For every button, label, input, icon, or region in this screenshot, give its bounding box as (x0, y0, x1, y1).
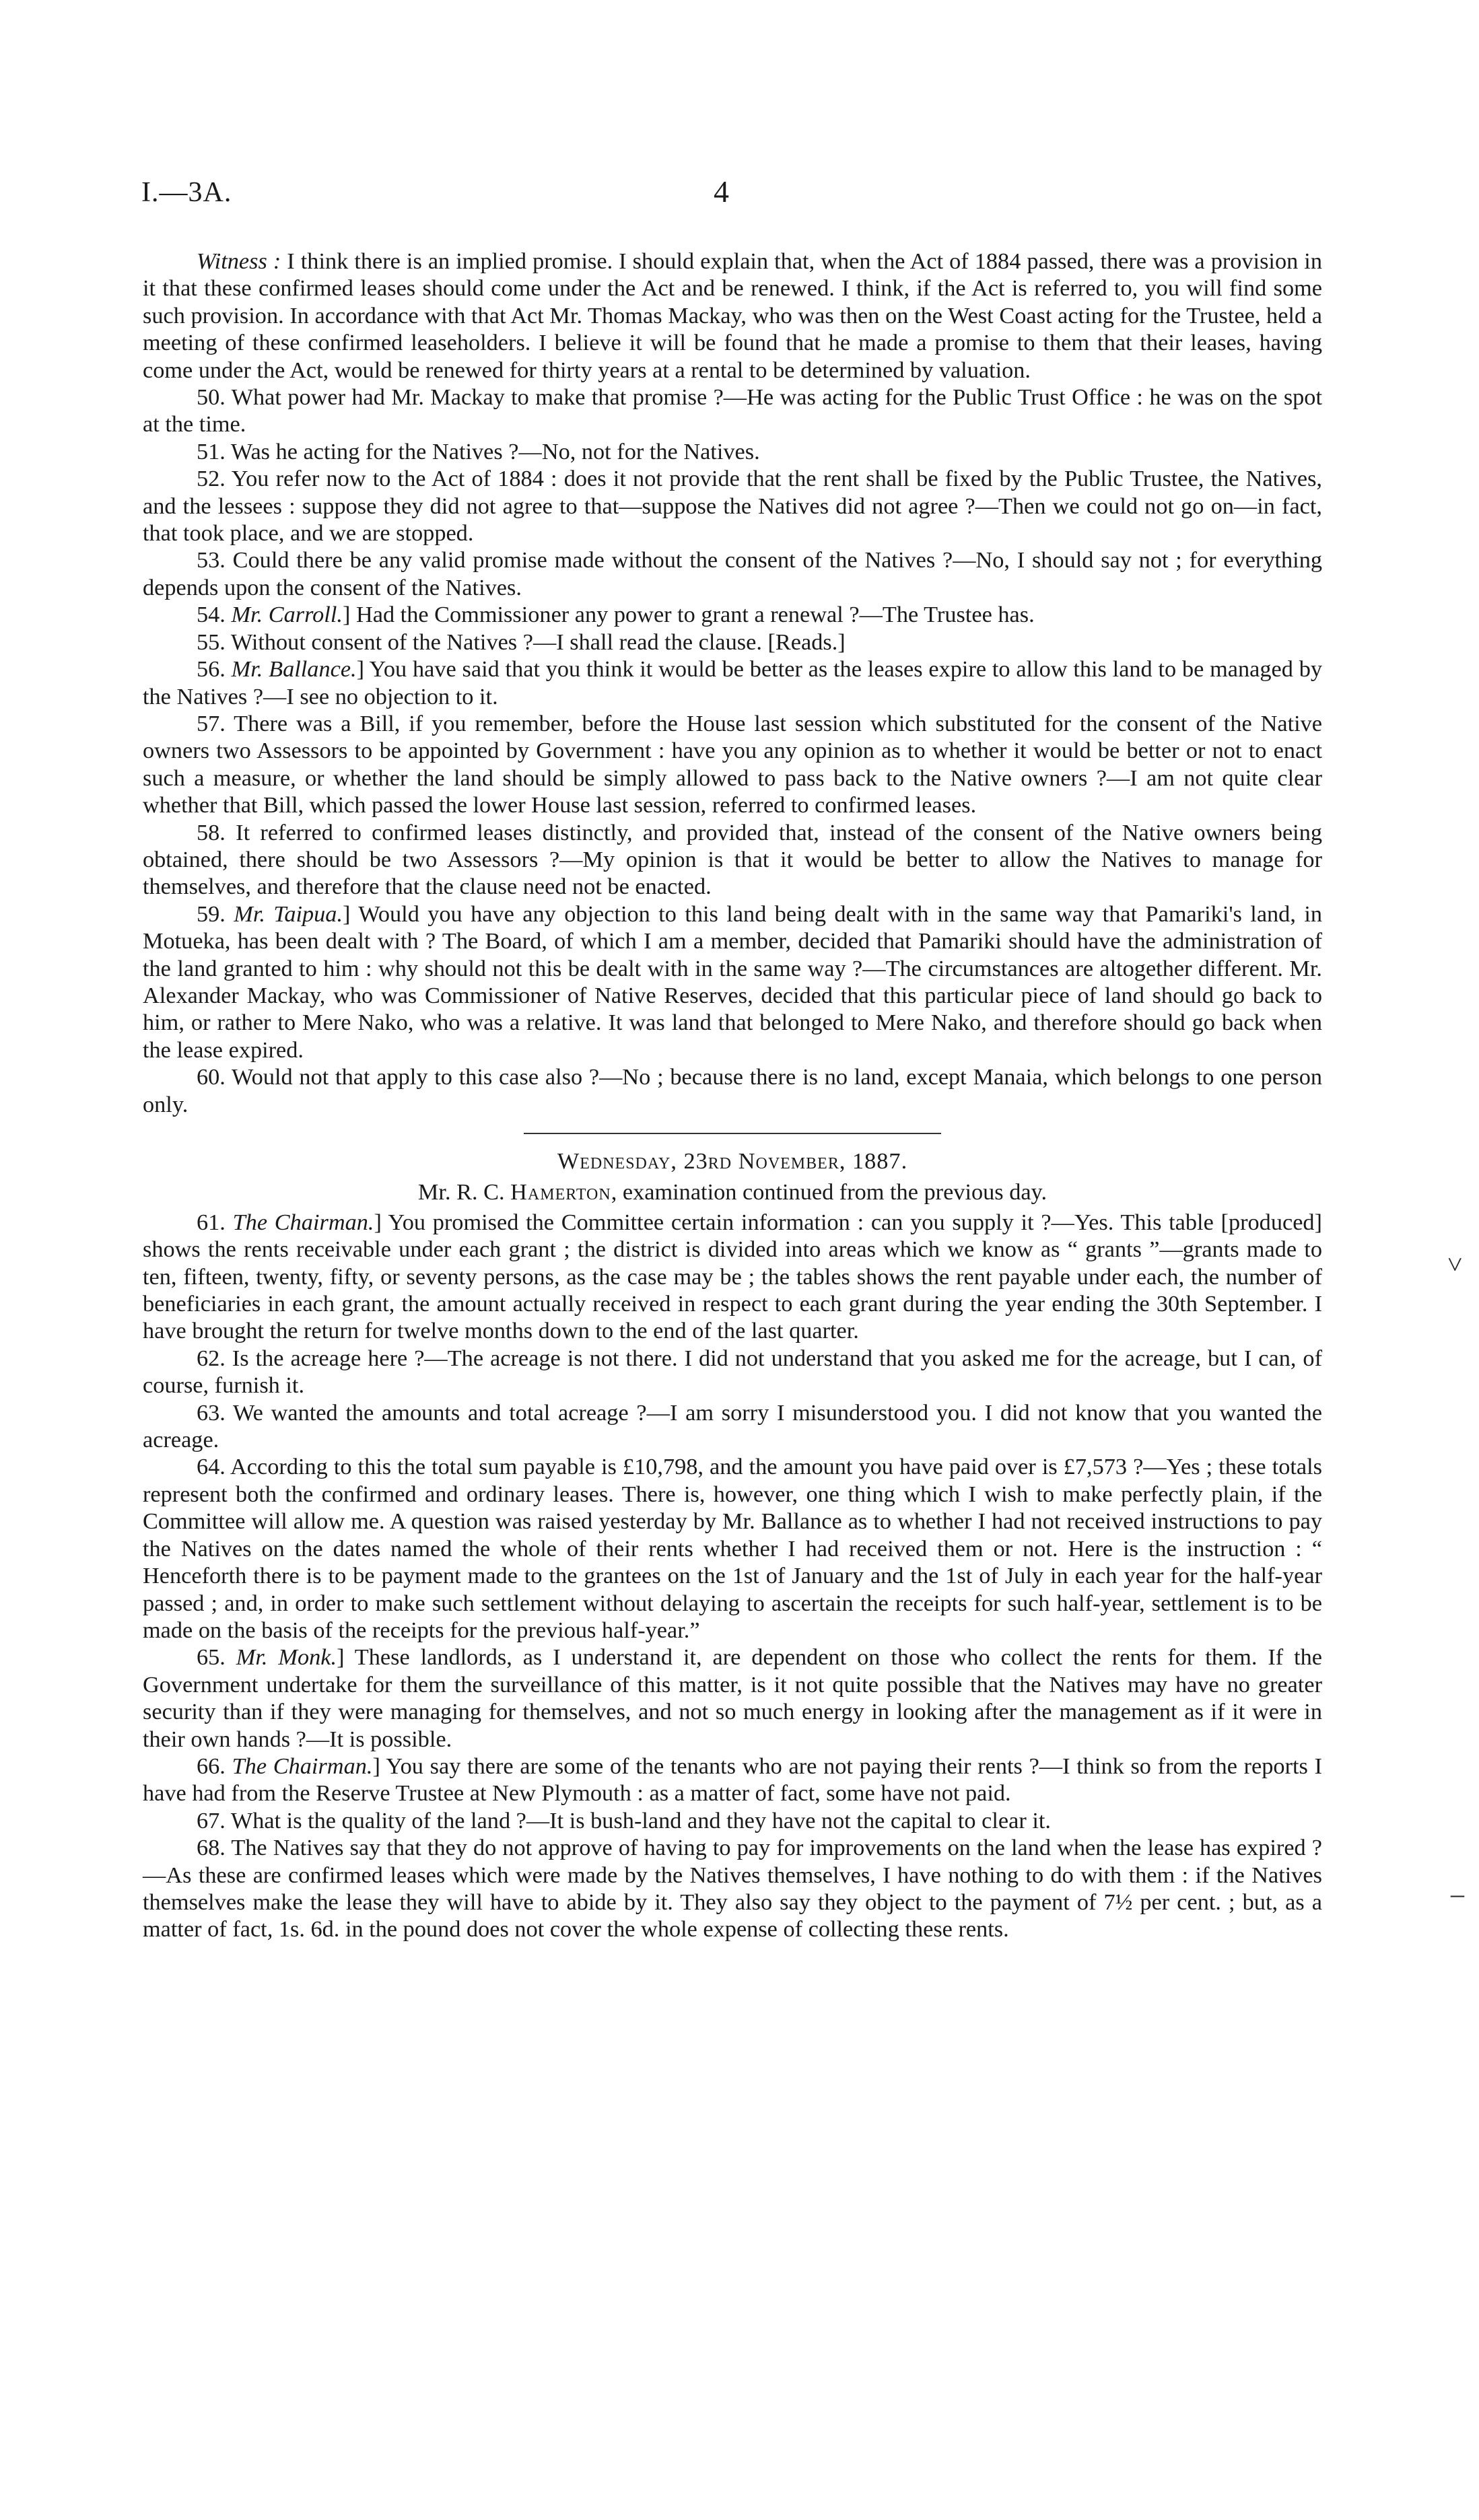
testimony-paragraph (143, 1644, 1322, 1753)
question-number: 57. (197, 710, 226, 736)
speaker-name: Mr. Carroll. (231, 602, 343, 628)
testimony-paragraph (143, 1834, 1322, 1943)
paragraph-text: We wanted the amounts and total acreage ?—I am sorry I misunderstood you. I did not know that you wanted the acreage. (143, 1399, 1322, 1453)
testimony-section-1 (143, 248, 1322, 1118)
paragraph-text: ] You promised the Committee certain information : can you supply it ?—Yes. This table [produced] shows the rents receivable under each grant ; the district is divided into areas which we know as “ grants ”—grants made to ten, fifteen, twenty, fifty, or seventy persons, as the case may be ; the tables shows the rent payable under each, the number of beneficiaries in each grant, the amount actually received in respect to each grant during the year ending the 30th September. I have brought the return for twelve months down to the end of the last quarter. (143, 1209, 1322, 1344)
question-number: 51. (197, 438, 226, 464)
paragraph-text: Was he acting for the Natives ?—No, not for the Natives. (225, 438, 760, 464)
paragraph-text: You refer now to the Act of 1884 : does it not provide that the rent shall be fixed by the Public Trustee, the Natives, and the lessees : suppose they did not agree to that—suppose the Natives did not agree ?—Then we could not go on—in fact, that took place, and we are stopped. (143, 466, 1322, 547)
question-number: 55. (197, 629, 226, 655)
question-number: 62. (197, 1345, 226, 1371)
testimony-paragraph (143, 1063, 1322, 1118)
paragraph-text: Could there be any valid promise made without the consent of the Natives ?—No, I should say not ; for everything depends upon the consent of the Natives. (143, 547, 1322, 600)
question-number: 56. (197, 656, 226, 682)
paragraph-text: ] These landlords, as I understand it, are dependent on those who collect the rents for them. If the Government undertake for them the surveillance of this matter, is it not quite possible that the Natives may have no greater security than if they were managing for themselves, and not so much energy in looking after the management as if it were in their own hands ?—It is possible. (143, 1644, 1322, 1752)
testimony-paragraph (143, 1453, 1322, 1644)
question-number: 59. (197, 901, 226, 927)
section-divider (524, 1133, 941, 1134)
paragraph-text: Without consent of the Natives ?—I shall read the clause. [Reads.] (225, 629, 846, 655)
testimony-paragraph (143, 547, 1322, 601)
question-number: 67. (197, 1807, 226, 1833)
testimony-paragraph (143, 248, 1322, 384)
transcript-body (143, 248, 1322, 1943)
speaker-name: The Chairman. (232, 1209, 374, 1235)
speaker-name: Mr. Ballance. (231, 656, 357, 682)
testimony-paragraph (143, 384, 1322, 438)
paragraph-text: Is the acreage here ?—The acreage is not there. I did not understand that you asked me for the acreage, but I can, of course, furnish it. (143, 1345, 1322, 1399)
witness-name: Hamerton (510, 1179, 611, 1205)
testimony-paragraph (143, 710, 1322, 819)
paragraph-text: Would not that apply to this case also ?—No ; because there is no land, except Manaia, which belongs to one person only. (143, 1064, 1322, 1117)
document-reference: I.—3A. (141, 177, 232, 208)
testimony-paragraph (143, 1807, 1322, 1834)
speaker-name: Mr. Monk. (236, 1644, 337, 1671)
paragraph-text: I think there is an implied promise. I should explain that, when the Act of 1884 passed, there was a provision in it that these confirmed leases should come under the Act and be renewed. I think, if the Act is referred to, you will find some such provision. In accordance with that Act Mr. Thomas Mackay, who was then on the West Coast acting for the Trustee, held a meeting of these confirmed leaseholders. I believe it will be found that he made a promise to them that their leases, having come under the Act, would be renewed for thirty years at a rental to be determined by valuation. (143, 248, 1322, 383)
witness-prefix: Mr. R. C. (417, 1179, 505, 1205)
testimony-paragraph (143, 629, 1322, 656)
testimony-section-2 (143, 1209, 1322, 1943)
question-number: 52. (197, 466, 226, 492)
testimony-paragraph (143, 465, 1322, 547)
testimony-paragraph (143, 1345, 1322, 1399)
witness-label: Witness : (197, 248, 281, 274)
question-number: 54. (197, 602, 226, 628)
paragraph-text: ] You have said that you think it would be better as the leases expire to allow this land to be managed by the Natives ?—I see no objection to it. (143, 656, 1322, 709)
margin-mark: – (1451, 1879, 1464, 1909)
paragraph-text: According to this the total sum payable is £10,798, and the amount you have paid over is £7,573 ?—Yes ; these totals represent both the confirmed and ordinary leases. There is, however, one thing which I wish to make perfectly plain, if the Committee will allow me. A question was raised yesterday by Mr. Ballance as to whether I had not received instructions to pay the Natives on the dates named the whole of their rents whether I had received them or not. Here is the instruction : “ Henceforth there is to be payment made to the grantees on the 1st of January and the 1st of July in each year for the half-year passed ; and, in order to make such settlement without delaying to ascertain the receipts for such half-year, settlement is to be made on the basis of the receipts for the previous half-year.” (143, 1454, 1322, 1643)
testimony-paragraph (143, 1209, 1322, 1345)
testimony-paragraph (143, 1399, 1322, 1454)
paragraph-text: ] Had the Commissioner any power to grant a renewal ?—The Trustee has. (342, 602, 1035, 628)
question-number: 64. (197, 1454, 226, 1480)
paragraph-text: ] Would you have any objection to this land being dealt with in the same way that Pamariki's land, in Motueka, has been dealt with ? The Board, of which I am a member, decided that Pamariki should have the administration of the land granted to him : why should not this be dealt with in the same way ?—The circumstances are altogether different. Mr. Alexander Mackay, who was Commissioner of Native Reserves, decided that this particular piece of land should go back to him, or rather to Mere Nako, who was a relative. It was land that belonged to Mere Nako, and therefore should go back when the lease expired. (143, 901, 1322, 1063)
witness-suffix: , examination continued from the previous day. (611, 1179, 1047, 1205)
paragraph-text: What is the quality of the land ?—It is bush-land and they have not the capital to clear it. (225, 1807, 1051, 1833)
question-number: 66. (197, 1753, 226, 1779)
testimony-paragraph (143, 438, 1322, 465)
question-number: 53. (197, 547, 226, 573)
testimony-paragraph (143, 656, 1322, 710)
question-number: 68. (197, 1835, 226, 1861)
paragraph-text: The Natives say that they do not approve of having to pay for improvements on the land when the lease has expired ?—As these are confirmed leases which were made by the Natives themselves, I have nothing to do with them : if the Natives themselves make the lease they will have to abide by it. They also say they object to the payment of 7½ per cent. ; but, as a matter of fact, 1s. 6d. in the pound does not cover the whole expense of collecting these rents. (143, 1835, 1322, 1943)
testimony-paragraph (143, 819, 1322, 901)
question-number: 61. (197, 1209, 226, 1235)
paragraph-text: It referred to confirmed leases distinctly, and provided that, instead of the consent of the Native owners being obtained, there should be two Assessors ?—My opinion is that it would be better to allow the Natives to manage for themselves, and therefore that the clause need not be enacted. (143, 819, 1322, 900)
speaker-name: The Chairman. (232, 1753, 373, 1779)
page-header (141, 176, 1353, 217)
testimony-paragraph (143, 601, 1322, 628)
question-number: 50. (197, 384, 226, 411)
paragraph-text: There was a Bill, if you remember, before the House last session which substituted for the consent of the Native owners two Assessors to be appointed by Government : have you any opinion as to whether it would be better or not to enact such a measure, or whether the land should be simply allowed to pass back to the Native owners ?—I am not quite clear whether that Bill, which passed the lower House last session, referred to confirmed leases. (143, 710, 1322, 818)
testimony-paragraph (143, 901, 1322, 1063)
question-number: 60. (197, 1064, 226, 1090)
speaker-name: Mr. Taipua. (234, 901, 343, 927)
witness-heading (143, 1179, 1322, 1205)
testimony-paragraph (143, 1753, 1322, 1807)
paragraph-text: What power had Mr. Mackay to make that promise ?—He was acting for the Public Trust Office : he was on the spot at the time. (143, 384, 1322, 438)
paragraph-text: ] You say there are some of the tenants who are not paying their rents ?—I think so from the reports I have had from the Reserve Trustee at New Plymouth : as a matter of fact, some have not paid. (143, 1753, 1322, 1807)
page-number: 4 (714, 174, 729, 209)
question-number: 63. (197, 1399, 226, 1426)
date-heading: Wednesday, 23rd November, 1887. (557, 1148, 908, 1174)
question-number: 58. (197, 819, 226, 845)
question-number: 65. (197, 1644, 226, 1671)
margin-mark: ˅ (1447, 1249, 1463, 1280)
